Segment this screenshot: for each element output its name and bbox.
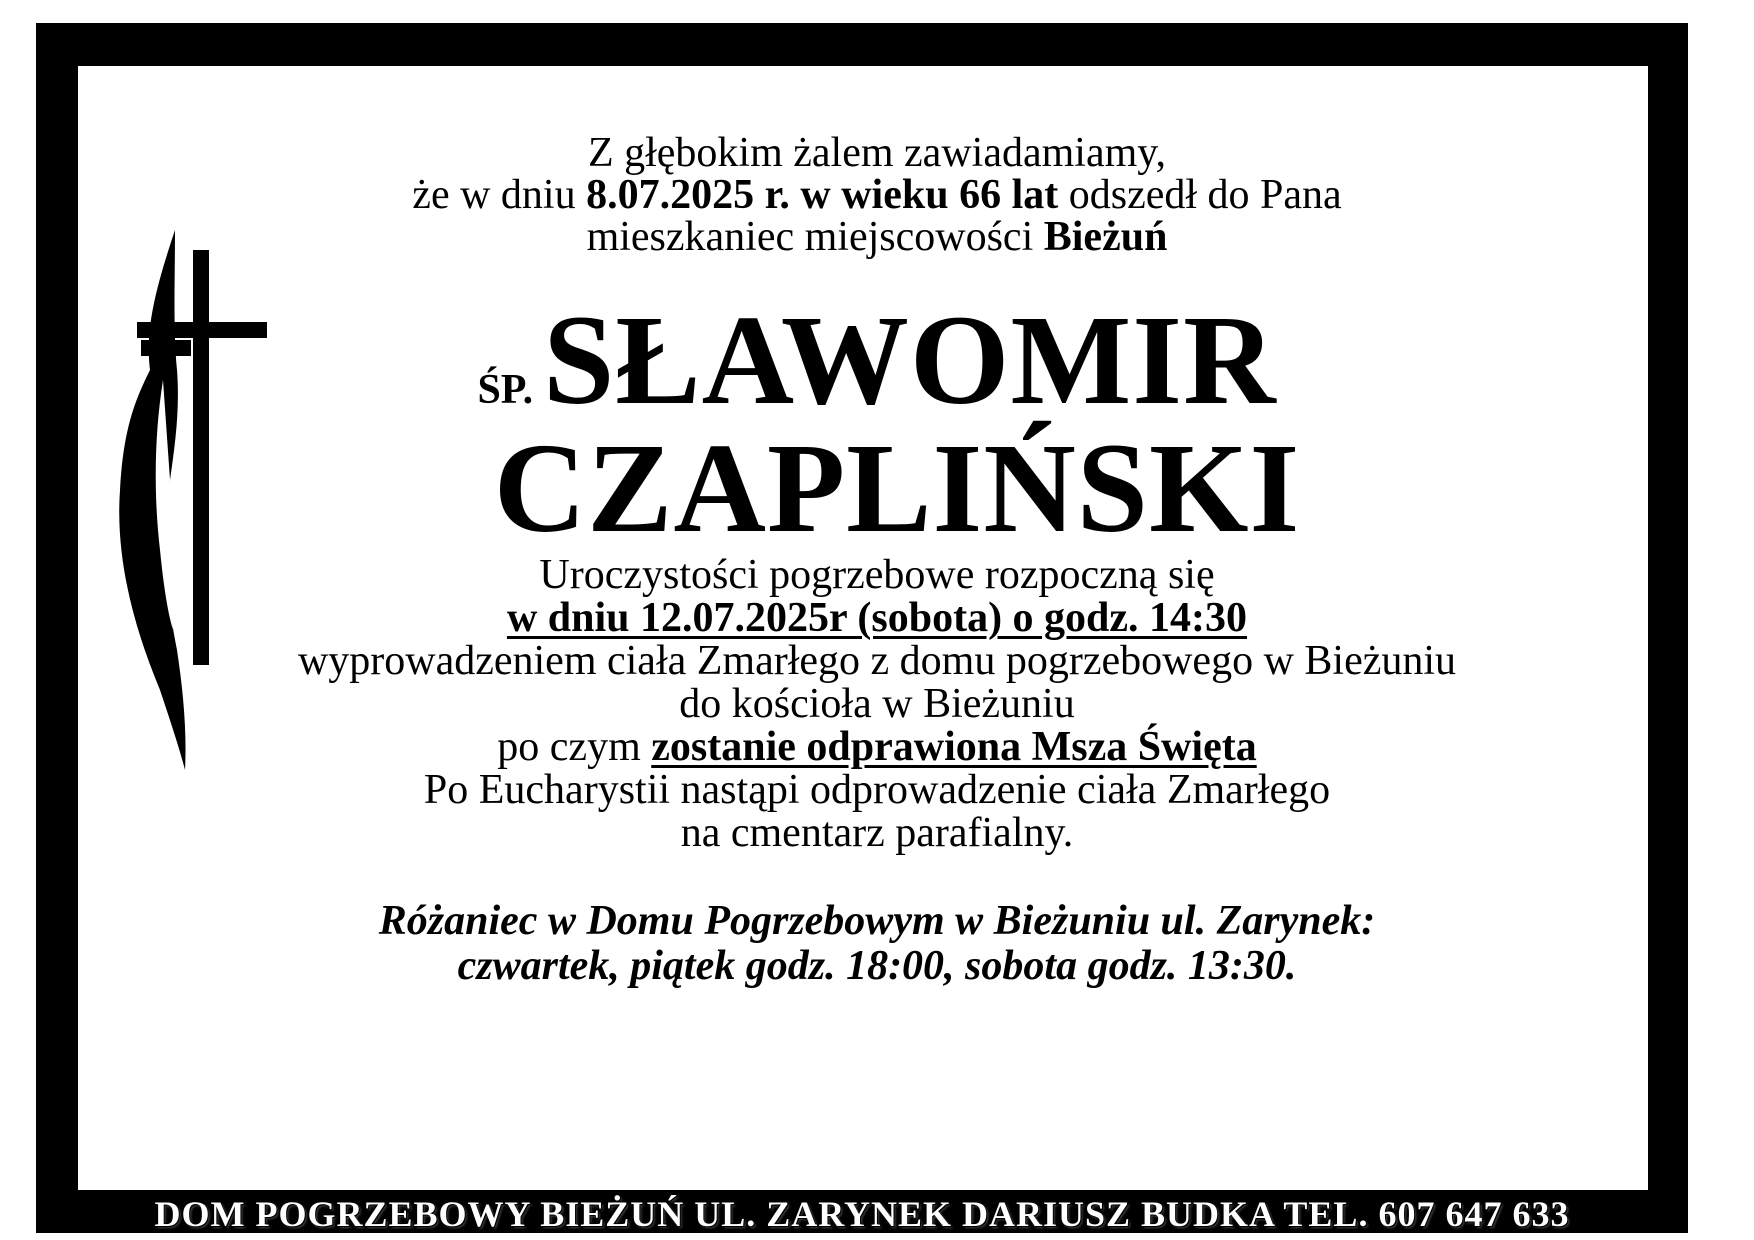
funeral-date-time: w dniu 12.07.2025r (sobota) o godz. 14:30 bbox=[506, 595, 1248, 641]
ceremony-line-7 bbox=[0, 808, 1754, 858]
ceremony-text-1: Uroczystości pogrzebowe rozpoczną się bbox=[539, 552, 1215, 598]
ceremony-text-6: Po Eucharystii nastąpi odprowadzenie ciała Zmarłego bbox=[423, 767, 1331, 813]
residence-place: Bieżuń bbox=[1043, 214, 1168, 260]
mass-note: zostanie odprawiona Msza Święta bbox=[651, 724, 1257, 770]
ceremony-text-4: do kościoła w Bieżuniu bbox=[679, 681, 1075, 727]
ceremony-text-7: na cmentarz parafialny. bbox=[680, 810, 1074, 856]
deceased-last-name-line bbox=[20, 418, 1754, 558]
deceased-first-name: SŁAWOMIR bbox=[543, 289, 1277, 431]
intro-text-2b: odszedł do Pana bbox=[1058, 172, 1342, 218]
rosary-line-2 bbox=[0, 940, 1754, 992]
rosary-text-2: czwartek, piątek godz. 18:00, sobota godz. 13:30. bbox=[457, 943, 1297, 989]
ceremony-text-3: wyprowadzeniem ciała Zmarłego z domu pogrzebowego w Bieżuniu bbox=[297, 638, 1457, 684]
deceased-last-name: CZAPLIŃSKI bbox=[493, 417, 1301, 559]
funeral-home-footer bbox=[36, 1190, 1688, 1238]
funeral-home-contact: DOM POGRZEBOWY BIEŻUŃ UL. ZARYNEK DARIUSZ BUDKA TEL. 607 647 633 bbox=[154, 1194, 1570, 1234]
death-date-age: 8.07.2025 r. w wieku 66 lat bbox=[586, 172, 1059, 218]
ceremony-text-5a: po czym bbox=[497, 724, 652, 770]
intro-line-3 bbox=[0, 212, 1754, 262]
deceased-prefix: ŚP. bbox=[477, 367, 534, 413]
intro-text-2a: że w dniu bbox=[412, 172, 587, 218]
intro-text-1: Z głębokim żalem zawiadamiamy, bbox=[587, 130, 1167, 176]
intro-text-3a: mieszkaniec miejscowości bbox=[586, 214, 1044, 260]
rosary-text-1: Różaniec w Domu Pogrzebowym w Bieżuniu ul. Zarynek: bbox=[378, 898, 1376, 944]
